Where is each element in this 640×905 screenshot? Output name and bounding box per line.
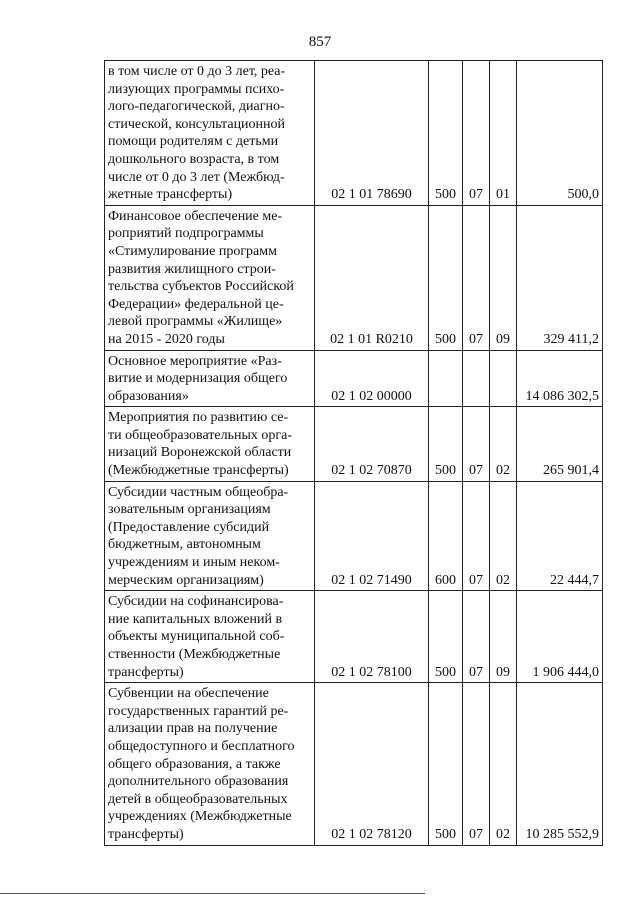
section-code: 07	[463, 481, 490, 591]
table-row	[105, 350, 603, 407]
amount: 10 285 552,9	[517, 683, 603, 845]
row-description: Основное мероприятие «Раз- витие и модернизация общего образования»	[105, 350, 315, 407]
amount: 500,0	[517, 61, 603, 206]
target-article-code: 02 1 02 70870	[315, 407, 429, 481]
amount: 265 901,4	[517, 407, 603, 481]
target-article-code: 02 1 01 R0210	[315, 205, 429, 350]
table-row	[105, 481, 603, 591]
row-description: в том числе от 0 до 3 лет, реа- лизующих программы психо- лого-педагогической, диагно- стической, консультационной помощи родителям с детьми дошкольного возраста, в том числе от 0 до 3 лет (Межбюд- жетные трансферты)	[105, 61, 315, 206]
subsection-code	[490, 350, 517, 407]
section-code: 07	[463, 683, 490, 845]
subsection-code: 02	[490, 683, 517, 845]
expense-type-code: 500	[429, 407, 463, 481]
amount: 329 411,2	[517, 205, 603, 350]
section-code: 07	[463, 61, 490, 206]
table-row	[105, 683, 603, 845]
subsection-code: 09	[490, 591, 517, 683]
section-code: 07	[463, 407, 490, 481]
section-code	[463, 350, 490, 407]
target-article-code: 02 1 02 78100	[315, 591, 429, 683]
row-description: Мероприятия по развитию се- ти общеобразовательных орга- низаций Воронежской области (Межбюджетные трансферты)	[105, 407, 315, 481]
table-row	[105, 205, 603, 350]
amount: 22 444,7	[517, 481, 603, 591]
section-code: 07	[463, 591, 490, 683]
table-row	[105, 61, 603, 206]
page-number: 857	[308, 34, 332, 50]
amount: 14 086 302,5	[517, 350, 603, 407]
target-article-code: 02 1 02 78120	[315, 683, 429, 845]
table-row	[105, 407, 603, 481]
target-article-code: 02 1 01 78690	[315, 61, 429, 206]
budget-table	[104, 60, 603, 846]
amount: 1 906 444,0	[517, 591, 603, 683]
subsection-code: 02	[490, 481, 517, 591]
row-description: Субсидии частным общеобра- зовательным организациям (Предоставление субсидий бюджетным, автономным учреждениям и иным неком- мерческим организациям)	[105, 481, 315, 591]
expense-type-code: 500	[429, 61, 463, 206]
row-description: Финансовое обеспечение ме- роприятий подпрограммы «Стимулирование программ развития жилищного строи- тельства субъектов Российской Федерации» федеральной це- левой программы «Жилище» на 2015 - 2020 годы	[105, 205, 315, 350]
subsection-code: 09	[490, 205, 517, 350]
table-row	[105, 591, 603, 683]
expense-type-code: 500	[429, 683, 463, 845]
row-description: Субсидии на софинансирова- ние капитальных вложений в объекты муниципальной соб- ственности (Межбюджетные трансферты)	[105, 591, 315, 683]
target-article-code: 02 1 02 00000	[315, 350, 429, 407]
subsection-code: 02	[490, 407, 517, 481]
footer-divider	[0, 893, 425, 894]
expense-type-code: 600	[429, 481, 463, 591]
expense-type-code: 500	[429, 591, 463, 683]
target-article-code: 02 1 02 71490	[315, 481, 429, 591]
expense-type-code: 500	[429, 205, 463, 350]
subsection-code: 01	[490, 61, 517, 206]
expense-type-code	[429, 350, 463, 407]
section-code: 07	[463, 205, 490, 350]
row-description: Субвенции на обеспечение государственных гарантий ре- ализации прав на получение общедоступного и бесплатного общего образования, а также дополнительного образования детей в общеобразовательных учреждениях (Межбюджетные трансферты)	[105, 683, 315, 845]
